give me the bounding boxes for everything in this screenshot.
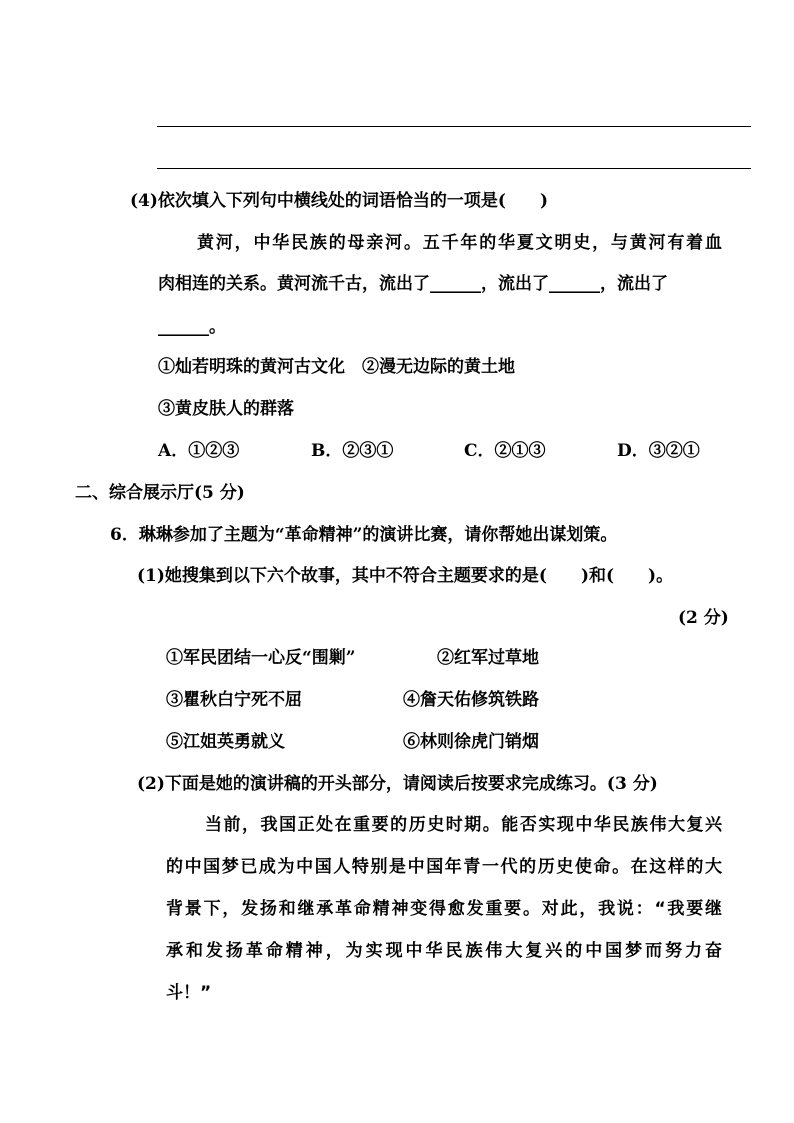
story-6: ⑥林则徐虎门销烟 xyxy=(403,732,539,752)
story-5: ⑤江姐英勇就义 xyxy=(166,732,285,752)
q6-sub2: (2)下面是她的演讲稿的开头部分，请阅读后按要求完成练习。(3 分) xyxy=(137,774,658,794)
speech-line-1: 当前，我国正处在重要的历史时期。能否实现中华民族伟大复兴 xyxy=(205,815,722,835)
q6-sub1: (1)她搜集到以下六个故事，其中不符合主题要求的是( )和( )。 xyxy=(137,566,674,586)
q4-passage-line-1: 黄河，中华民族的母亲河。五千年的华夏文明史，与黄河有着血 xyxy=(197,233,722,253)
choice-b: B．②③① xyxy=(311,441,394,461)
answer-line-1 xyxy=(157,126,751,127)
choice-a: A．①②③ xyxy=(158,441,240,461)
q4-option-line-2: ③黄皮肤人的群落 xyxy=(158,399,294,419)
speech-line-4: 承和发扬革命精神，为实现中华民族伟大复兴的中国梦而努力奋 xyxy=(166,941,722,961)
story-2: ②红军过草地 xyxy=(437,648,539,668)
story-4: ④詹天佑修筑铁路 xyxy=(403,690,539,710)
speech-line-3: 背景下，发扬和继承革命精神变得愈发重要。对此，我说：“我要继 xyxy=(166,899,722,919)
story-1: ①军民团结一心反“围剿” xyxy=(166,648,356,668)
answer-line-2 xyxy=(157,168,751,169)
q4-option-line-1: ①灿若明珠的黄河古文化 ②漫无边际的黄土地 xyxy=(158,357,515,377)
speech-line-2: 的中国梦已成为中国人特别是中国年青一代的历史使命。在这样的大 xyxy=(166,857,722,877)
choice-c: C．②①③ xyxy=(464,441,546,461)
q6-stem: 6．琳琳参加了主题为“革命精神”的演讲比赛，请你帮她出谋划策。 xyxy=(110,525,618,545)
section-heading: 二、综合展示厅(5 分) xyxy=(75,483,245,503)
q6-sub1-score: (2 分) xyxy=(678,608,729,628)
story-3: ③瞿秋白宁死不屈 xyxy=(166,690,302,710)
choice-d: D．③②① xyxy=(617,441,700,461)
speech-line-5: 斗！” xyxy=(166,983,212,1003)
q4-passage-line-2: 肉相连的关系。黄河流千古，流出了______，流出了______，流出了 xyxy=(158,274,668,294)
q4-passage-line-3: ______。 xyxy=(158,317,226,337)
q4-question: (4)依次填入下列句中横线处的词语恰当的一项是( ) xyxy=(130,191,549,211)
